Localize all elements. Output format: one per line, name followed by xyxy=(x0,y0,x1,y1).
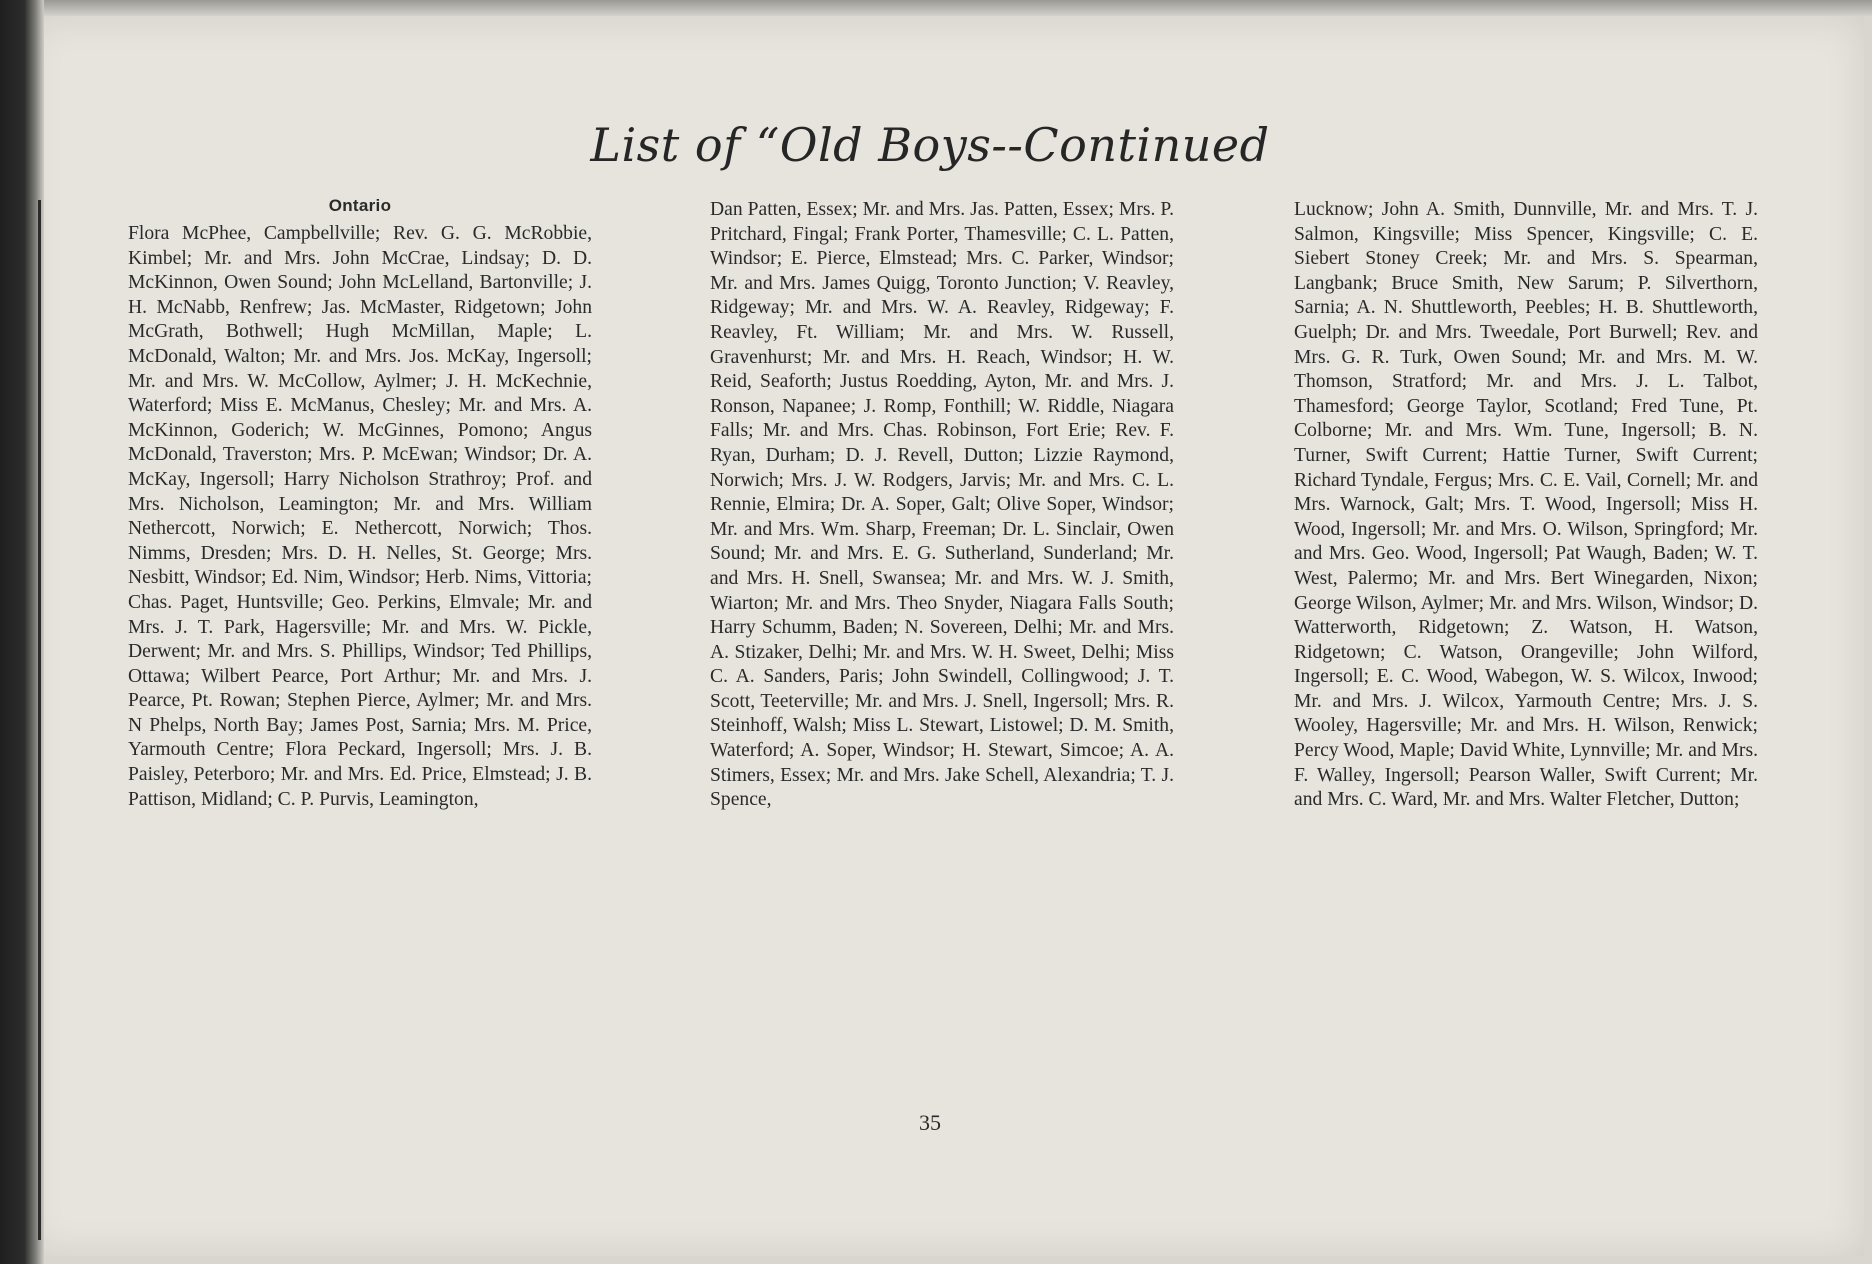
text-column-middle xyxy=(710,198,1174,813)
page-number: 35 xyxy=(919,1110,941,1135)
column-paragraph: Flora McPhee, Campbellville; Rev. G. G. McRobbie, Kimbel; Mr. and Mrs. John McCrae, Lindsay; D. D. McKinnon, Owen Sound; John McLelland, Bartonville; J. H. McNabb, Renfrew; Jas. McMaster, Ridgetown; John McGrath, Bothwell; Hugh McMillan, Maple; L. McDonald, Walton; Mr. and Mrs. Jos. McKay, Ingersoll; Mr. and Mrs. W. McCollow, Aylmer; J. H. McKechnie, Waterford; Miss E. McManus, Chesley; Mr. and Mrs. A. McKinnon, Goderich; W. McGinnes, Pomono; Angus McDonald, Traverston; Mrs. P. McEwan; Windsor; Dr. A. McKay, Ingersoll; Harry Nicholson Strathroy; Prof. and Mrs. Nicholson, Leamington; Mr. and Mrs. William Nethercott, Norwich; E. Nethercott, Norwich; Thos. Nimms, Dresden; Mrs. D. H. Nelles, St. George; Mrs. Nesbitt, Windsor; Ed. Nim, Windsor; Herb. Nims, Vittoria; Chas. Paget, Huntsville; Geo. Perkins, Elmvale; Mr. and Mrs. J. T. Park, Hagersville; Mr. and Mrs. W. Pickle, Derwent; Mr. and Mrs. S. Phillips, Windsor; Ted Phillips, Ottawa; Wilbert Pearce, Port Arthur; Mr. and Mrs. J. Pearce, Pt. Rowan; Stephen Pierce, Aylmer; Mr. and Mrs. N Phelps, North Bay; James Post, Sarnia; Mrs. M. Price, Yarmouth Centre; Flora Peckard, Ingersoll; Mrs. J. B. Paisley, Peterboro; Mr. and Mrs. Ed. Price, Elmstead; J. B. Pattison, Midland; C. P. Purvis, Leamington, xyxy=(128,223,592,810)
section-heading: Ontario xyxy=(328,196,392,215)
page-title: List of “Old Boys--Continued xyxy=(590,118,1270,172)
column-paragraph: Dan Patten, Essex; Mr. and Mrs. Jas. Patten, Essex; Mrs. P. Pritchard, Fingal; Frank Porter, Thamesville; C. L. Patten, Windsor; E. Pierce, Elmstead; Mrs. C. Parker, Windsor; Mr. and Mrs. James Quigg, Toronto Junction; V. Reavley, Ridgeway; Mr. and Mrs. W. A. Reavley, Ridgeway; F. Reavley, Ft. William; Mr. and Mrs. W. Russell, Gravenhurst; Mr. and Mrs. H. Reach, Windsor; H. W. Reid, Seaforth; Justus Roedding, Ayton, Mr. and Mrs. J. Ronson, Napanee; J. Romp, Fonthill; W. Riddle, Niagara Falls; Mr. and Mrs. Chas. Robinson, Fort Erie; Rev. F. Ryan, Durham; D. J. Revell, Dutton; Lizzie Raymond, Norwich; Mrs. J. W. Rodgers, Jarvis; Mr. and Mrs. C. L. Rennie, Elmira; Dr. A. Soper, Galt; Olive Soper, Windsor; Mr. and Mrs. Wm. Sharp, Freeman; Dr. L. Sinclair, Owen Sound; Mr. and Mrs. E. G. Sutherland, Sunderland; Mr. and Mrs. H. Snell, Swansea; Mr. and Mrs. W. J. Smith, Wiarton; Mr. and Mrs. Theo Snyder, Niagara Falls South; Harry Schumm, Baden; N. Sovereen, Delhi; Mr. and Mrs. A. Stizaker, Delhi; Mr. and Mrs. W. H. Sweet, Delhi; Miss C. A. Sanders, Paris; John Swindell, Collingwood; J. T. Scott, Teeterville; Mr. and Mrs. J. Snell, Ingersoll; Mrs. R. Steinhoff, Walsh; Miss L. Stewart, Listowel; D. M. Smith, Waterford; A. Soper, Windsor; H. Stewart, Simcoe; A. A. Stimers, Essex; Mr. and Mrs. Jake Schell, Alexandria; T. J. Spence, xyxy=(710,199,1174,811)
text-column-right xyxy=(1294,198,1758,813)
binding-rule xyxy=(38,200,41,1240)
text-column-left xyxy=(128,222,592,812)
page-top-edge xyxy=(0,0,1872,16)
column-paragraph: Lucknow; John A. Smith, Dunnville, Mr. and Mrs. T. J. Salmon, Kingsville; Miss Spencer, Kingsville; C. E. Siebert Stoney Creek; Mr. and Mrs. S. Spearman, Langbank; Bruce Smith, New Sarum; P. Silverthorn, Sarnia; A. N. Shuttleworth, Peebles; H. B. Shuttleworth, Guelph; Dr. and Mrs. Tweedale, Port Burwell; Rev. and Mrs. G. R. Turk, Owen Sound; Mr. and Mrs. M. W. Thomson, Stratford; Mr. and Mrs. J. L. Talbot, Thamesford; George Taylor, Scotland; Fred Tune, Pt. Colborne; Mr. and Mrs. Wm. Tune, Ingersoll; B. N. Turner, Swift Current; Hattie Turner, Swift Current; Richard Tyndale, Fergus; Mrs. C. E. Vail, Cornell; Mr. and Mrs. Warnock, Galt; Mrs. T. Wood, Ingersoll; Miss H. Wood, Ingersoll; Mr. and Mrs. O. Wilson, Springford; Mr. and Mrs. Geo. Wood, Ingersoll; Pat Waugh, Baden; W. T. West, Palermo; Mr. and Mrs. Bert Winegarden, Nixon; George Wilson, Aylmer; Mr. and Mrs. Wilson, Windsor; D. Watterworth, Ridgetown; Z. Watson, H. Watson, Ridgetown; C. Watson, Orangeville; John Wilford, Ingersoll; E. C. Wood, Wabegon, W. S. Wilcox, Inwood; Mr. and Mrs. J. Wilcox, Yarmouth Centre; Mrs. J. S. Wooley, Hagersville; Mr. and Mrs. H. Wilson, Renwick; Percy Wood, Maple; David White, Lynnville; Mr. and Mrs. F. Walley, Ingersoll; Pearson Waller, Swift Current; Mr. and Mrs. C. Ward, Mr. and Mrs. Walter Fletcher, Dutton; xyxy=(1294,199,1758,811)
